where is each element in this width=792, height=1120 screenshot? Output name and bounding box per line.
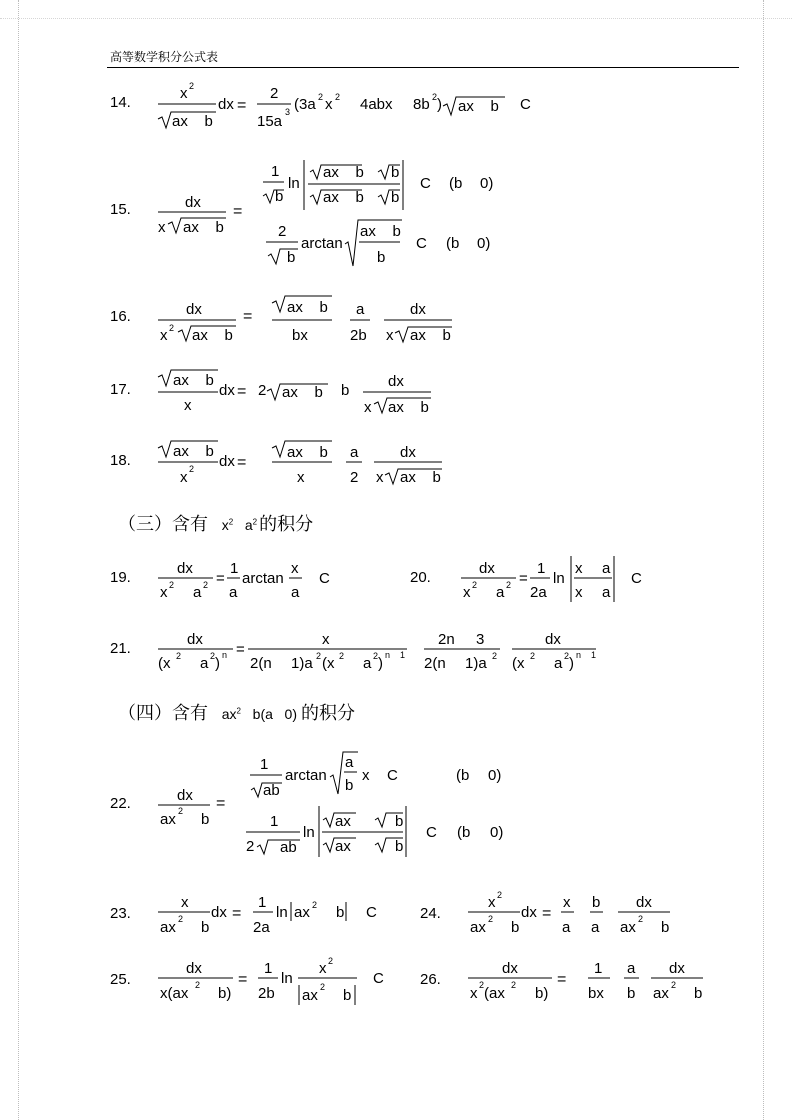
svg-text:2: 2 xyxy=(210,651,216,661)
formula-number-18: 18. xyxy=(110,452,131,469)
section-4-suffix: 的积分 xyxy=(301,703,356,724)
svg-text:): ) xyxy=(569,655,574,672)
svg-text:dx: dx xyxy=(545,631,561,648)
svg-text:b: b xyxy=(343,987,352,1004)
formula-18 xyxy=(158,441,442,486)
svg-text:b: b xyxy=(511,919,520,936)
formula-16 xyxy=(158,296,452,344)
svg-text:x: x xyxy=(158,219,166,236)
svg-text:b: b xyxy=(275,188,284,205)
formula-number-22: 22. xyxy=(110,795,131,812)
svg-text:x: x xyxy=(180,469,188,486)
svg-text:0): 0) xyxy=(477,235,491,252)
svg-text:1)a: 1)a xyxy=(291,655,313,672)
svg-text:2: 2 xyxy=(350,469,359,486)
svg-text:dx: dx xyxy=(185,194,201,211)
svg-text:ax b: ax b xyxy=(172,113,213,130)
svg-text:b: b xyxy=(336,904,345,921)
svg-text:x: x xyxy=(563,894,571,911)
formula-26 xyxy=(468,960,703,1002)
svg-text:=: = xyxy=(216,795,226,812)
svg-text:bx: bx xyxy=(292,327,308,344)
svg-text:b): b) xyxy=(218,985,232,1002)
formula-number-20: 20. xyxy=(410,569,431,586)
svg-text:arctan: arctan xyxy=(301,235,343,252)
svg-text:2: 2 xyxy=(316,651,322,661)
svg-text:b: b xyxy=(395,838,404,855)
svg-text:3: 3 xyxy=(476,631,485,648)
formula-25 xyxy=(158,956,384,1005)
svg-text:15a: 15a xyxy=(257,113,283,130)
svg-text:x: x xyxy=(297,469,305,486)
svg-text:C: C xyxy=(631,570,642,587)
svg-text:1: 1 xyxy=(271,163,280,180)
svg-text:dx: dx xyxy=(636,894,652,911)
section-4-math: $ax^2$ b(a 0) xyxy=(221,706,298,722)
svg-text:=: = xyxy=(519,570,528,587)
svg-text:x: x xyxy=(488,894,496,911)
svg-text:dx: dx xyxy=(388,373,404,390)
svg-text:C: C xyxy=(387,767,398,784)
svg-text:2a: 2a xyxy=(530,584,547,601)
svg-text:1: 1 xyxy=(591,650,597,660)
svg-text:1: 1 xyxy=(400,650,406,660)
svg-text:b: b xyxy=(377,249,386,266)
svg-text:2n: 2n xyxy=(438,631,455,648)
svg-text:x: x xyxy=(291,560,299,577)
svg-text:2b: 2b xyxy=(350,327,367,344)
svg-text:ax b: ax b xyxy=(458,98,499,115)
svg-text:ln: ln xyxy=(276,904,288,921)
svg-text:(x: (x xyxy=(158,655,171,672)
svg-text:1: 1 xyxy=(537,560,546,577)
svg-text:b: b xyxy=(627,985,636,1002)
svg-text:ax b: ax b xyxy=(282,384,323,401)
svg-text:x: x xyxy=(180,85,188,102)
svg-text:(b: (b xyxy=(456,767,470,784)
svg-text:=: = xyxy=(237,97,247,114)
section-3-prefix: （三）含有 xyxy=(118,514,208,535)
svg-text:(b: (b xyxy=(457,824,471,841)
svg-text:1: 1 xyxy=(258,894,267,911)
svg-text:dx: dx xyxy=(502,960,518,977)
svg-text:2: 2 xyxy=(169,323,175,333)
svg-text:n: n xyxy=(385,650,391,660)
svg-text:2: 2 xyxy=(328,956,334,966)
svg-text:): ) xyxy=(378,655,383,672)
svg-text:ax b: ax b xyxy=(287,299,328,316)
svg-text:ax b: ax b xyxy=(173,443,214,460)
formula-20 xyxy=(461,556,642,602)
svg-text:arctan: arctan xyxy=(285,767,327,784)
svg-text:x: x xyxy=(470,985,478,1002)
formula-17 xyxy=(158,370,431,416)
formula-number-24: 24. xyxy=(420,905,441,922)
formula-24 xyxy=(468,890,670,936)
svg-text:ax: ax xyxy=(160,919,176,936)
svg-text:x: x xyxy=(575,584,583,601)
svg-text:ln: ln xyxy=(553,570,565,587)
svg-text:2: 2 xyxy=(511,980,517,990)
svg-text:ax: ax xyxy=(620,919,636,936)
svg-text:2: 2 xyxy=(318,92,324,102)
svg-text:ax b: ax b xyxy=(183,219,224,236)
svg-text:0): 0) xyxy=(480,175,494,192)
svg-text:x: x xyxy=(184,397,192,414)
svg-text:2: 2 xyxy=(176,651,182,661)
svg-text:a: a xyxy=(350,444,359,461)
section-3-math: $x^2$ $a^2$ xyxy=(221,517,258,533)
svg-text:2: 2 xyxy=(638,914,644,924)
svg-text:a: a xyxy=(193,584,202,601)
svg-text:a: a xyxy=(602,560,611,577)
svg-text:a: a xyxy=(291,584,300,601)
formula-number-14: 14. xyxy=(110,94,131,111)
svg-text:): ) xyxy=(215,655,220,672)
formula-number-16: 16. xyxy=(110,308,131,325)
svg-text:a: a xyxy=(345,754,354,771)
svg-text:dx: dx xyxy=(479,560,495,577)
svg-text:b: b xyxy=(694,985,703,1002)
section-3-suffix: 的积分 xyxy=(259,514,314,535)
page-header-title: 高等数学积分公式表 xyxy=(110,50,219,64)
svg-text:dx: dx xyxy=(186,301,202,318)
svg-text:b: b xyxy=(287,249,296,266)
formula-14 xyxy=(158,81,531,130)
svg-text:=: = xyxy=(236,641,245,658)
svg-text:=: = xyxy=(542,905,552,922)
svg-text:2: 2 xyxy=(312,900,318,910)
svg-text:ax: ax xyxy=(335,813,351,830)
svg-text:ln: ln xyxy=(281,970,293,987)
svg-text:x: x xyxy=(463,584,471,601)
svg-text:x: x xyxy=(362,767,370,784)
svg-text:ax: ax xyxy=(294,904,310,921)
svg-text:dx: dx xyxy=(211,904,227,921)
svg-text:1)a: 1)a xyxy=(465,655,487,672)
svg-text:ln: ln xyxy=(303,824,315,841)
svg-text:b: b xyxy=(661,919,670,936)
svg-text:2: 2 xyxy=(178,914,184,924)
svg-text:C: C xyxy=(319,570,330,587)
svg-text:2: 2 xyxy=(492,651,498,661)
formula-number-25: 25. xyxy=(110,971,131,988)
svg-text:1: 1 xyxy=(270,813,279,830)
svg-text:a: a xyxy=(602,584,611,601)
svg-text:dx: dx xyxy=(187,631,203,648)
svg-text:b): b) xyxy=(535,985,549,1002)
svg-text:a: a xyxy=(363,655,372,672)
svg-text:dx: dx xyxy=(186,960,202,977)
svg-text:dx: dx xyxy=(410,301,426,318)
svg-text:0): 0) xyxy=(488,767,502,784)
svg-text:arctan: arctan xyxy=(242,570,284,587)
svg-text:2: 2 xyxy=(472,580,478,590)
svg-text:(b: (b xyxy=(449,175,463,192)
svg-text:2a: 2a xyxy=(253,919,270,936)
svg-text:3: 3 xyxy=(285,107,291,117)
formula-number-21: 21. xyxy=(110,640,131,657)
svg-text:(x: (x xyxy=(322,655,335,672)
svg-text:(b: (b xyxy=(446,235,460,252)
svg-text:(3a: (3a xyxy=(294,96,316,113)
svg-text:(ax: (ax xyxy=(484,985,505,1002)
svg-text:ax: ax xyxy=(335,838,351,855)
svg-text:2: 2 xyxy=(373,651,379,661)
formula-15 xyxy=(158,160,493,266)
svg-text:4abx: 4abx xyxy=(360,96,393,113)
svg-text:a: a xyxy=(591,919,600,936)
svg-text:ab: ab xyxy=(263,782,280,799)
svg-text:x: x xyxy=(364,399,372,416)
svg-text:=: = xyxy=(557,971,567,988)
svg-text:C: C xyxy=(366,904,377,921)
formula-22 xyxy=(158,752,503,857)
svg-text:ln: ln xyxy=(288,175,300,192)
svg-text:b: b xyxy=(391,164,400,181)
formula-number-19: 19. xyxy=(110,569,131,586)
svg-text:dx: dx xyxy=(400,444,416,461)
svg-text:2: 2 xyxy=(178,806,184,816)
formula-23 xyxy=(158,894,377,936)
svg-text:2: 2 xyxy=(189,81,195,91)
svg-text:dx: dx xyxy=(177,560,193,577)
svg-text:ax: ax xyxy=(470,919,486,936)
svg-text:(x: (x xyxy=(512,655,525,672)
svg-text:2(n: 2(n xyxy=(250,655,272,672)
svg-text:b: b xyxy=(201,919,210,936)
svg-text:1: 1 xyxy=(230,560,239,577)
svg-text:ax b: ax b xyxy=(400,469,441,486)
svg-text:C: C xyxy=(520,96,531,113)
svg-text:2: 2 xyxy=(320,982,326,992)
svg-text:=: = xyxy=(232,905,242,922)
svg-text:dx: dx xyxy=(218,96,234,113)
svg-text:a: a xyxy=(200,655,209,672)
svg-text:2(n: 2(n xyxy=(424,655,446,672)
svg-text:1: 1 xyxy=(260,756,269,773)
svg-text:2: 2 xyxy=(246,838,255,855)
svg-text:x: x xyxy=(325,96,333,113)
svg-text:=: = xyxy=(238,971,248,988)
svg-text:a: a xyxy=(356,301,365,318)
formula-number-17: 17. xyxy=(110,381,131,398)
svg-text:2: 2 xyxy=(278,223,287,240)
svg-text:a: a xyxy=(562,919,571,936)
svg-text:C: C xyxy=(416,235,427,252)
svg-text:x: x xyxy=(160,584,168,601)
svg-text:ax b: ax b xyxy=(388,399,429,416)
svg-text:dx: dx xyxy=(219,382,235,399)
svg-text:0): 0) xyxy=(490,824,504,841)
svg-text:ax: ax xyxy=(302,987,318,1004)
svg-text:2: 2 xyxy=(497,890,503,900)
svg-text:dx: dx xyxy=(177,787,193,804)
svg-text:ax b: ax b xyxy=(173,372,214,389)
svg-text:ax b: ax b xyxy=(192,327,233,344)
svg-text:a: a xyxy=(627,960,636,977)
svg-text:2: 2 xyxy=(335,92,341,102)
svg-text:bx: bx xyxy=(588,985,604,1002)
svg-text:a: a xyxy=(554,655,563,672)
svg-text:dx: dx xyxy=(521,904,537,921)
svg-text:C: C xyxy=(426,824,437,841)
svg-text:=: = xyxy=(237,383,247,400)
svg-text:=: = xyxy=(233,203,243,220)
svg-text:x: x xyxy=(319,960,327,977)
svg-text:a: a xyxy=(496,584,505,601)
svg-text:ax: ax xyxy=(160,811,176,828)
svg-text:ax b: ax b xyxy=(410,327,451,344)
svg-text:2: 2 xyxy=(203,580,209,590)
svg-text:2: 2 xyxy=(270,85,279,102)
svg-text:): ) xyxy=(437,96,442,113)
svg-text:=: = xyxy=(243,308,253,325)
svg-text:2: 2 xyxy=(169,580,175,590)
svg-text:ax b: ax b xyxy=(323,189,364,206)
formula-number-15: 15. xyxy=(110,201,131,218)
svg-text:x: x xyxy=(575,560,583,577)
svg-text:C: C xyxy=(373,970,384,987)
formula-21 xyxy=(158,631,596,672)
svg-text:2: 2 xyxy=(488,914,494,924)
svg-text:n: n xyxy=(222,650,228,660)
svg-text:dx: dx xyxy=(669,960,685,977)
svg-text:8b: 8b xyxy=(413,96,430,113)
svg-text:2: 2 xyxy=(195,980,201,990)
svg-text:2: 2 xyxy=(671,980,677,990)
svg-text:dx: dx xyxy=(219,453,235,470)
svg-text:b: b xyxy=(592,894,601,911)
svg-text:ax b: ax b xyxy=(360,223,401,240)
svg-text:=: = xyxy=(216,570,225,587)
svg-text:2: 2 xyxy=(258,382,267,399)
svg-text:b: b xyxy=(395,813,404,830)
svg-text:2: 2 xyxy=(479,980,485,990)
svg-text:b: b xyxy=(345,777,354,794)
svg-text:2: 2 xyxy=(189,464,195,474)
svg-text:b: b xyxy=(391,189,400,206)
svg-text:n: n xyxy=(576,650,582,660)
svg-text:x: x xyxy=(386,327,394,344)
svg-text:x(ax: x(ax xyxy=(160,985,189,1002)
svg-text:2: 2 xyxy=(564,651,570,661)
svg-text:2: 2 xyxy=(339,651,345,661)
svg-text:ax b: ax b xyxy=(287,444,328,461)
formula-19 xyxy=(158,560,330,601)
svg-text:x: x xyxy=(160,327,168,344)
svg-text:1: 1 xyxy=(594,960,603,977)
svg-text:ax b: ax b xyxy=(323,164,364,181)
svg-text:b: b xyxy=(341,382,350,399)
svg-text:2: 2 xyxy=(506,580,512,590)
svg-text:b: b xyxy=(201,811,210,828)
svg-text:x: x xyxy=(322,631,330,648)
svg-text:2: 2 xyxy=(432,92,438,102)
svg-text:2: 2 xyxy=(530,651,536,661)
svg-text:ax: ax xyxy=(653,985,669,1002)
svg-text:C: C xyxy=(420,175,431,192)
svg-text:=: = xyxy=(237,454,247,471)
formula-number-23: 23. xyxy=(110,905,131,922)
svg-text:x: x xyxy=(376,469,384,486)
section-4-prefix: （四）含有 xyxy=(118,703,208,724)
svg-text:2b: 2b xyxy=(258,985,275,1002)
svg-text:1: 1 xyxy=(264,960,273,977)
svg-text:x: x xyxy=(181,894,189,911)
svg-text:a: a xyxy=(229,584,238,601)
svg-text:ab: ab xyxy=(280,839,297,856)
formula-number-26: 26. xyxy=(420,971,441,988)
